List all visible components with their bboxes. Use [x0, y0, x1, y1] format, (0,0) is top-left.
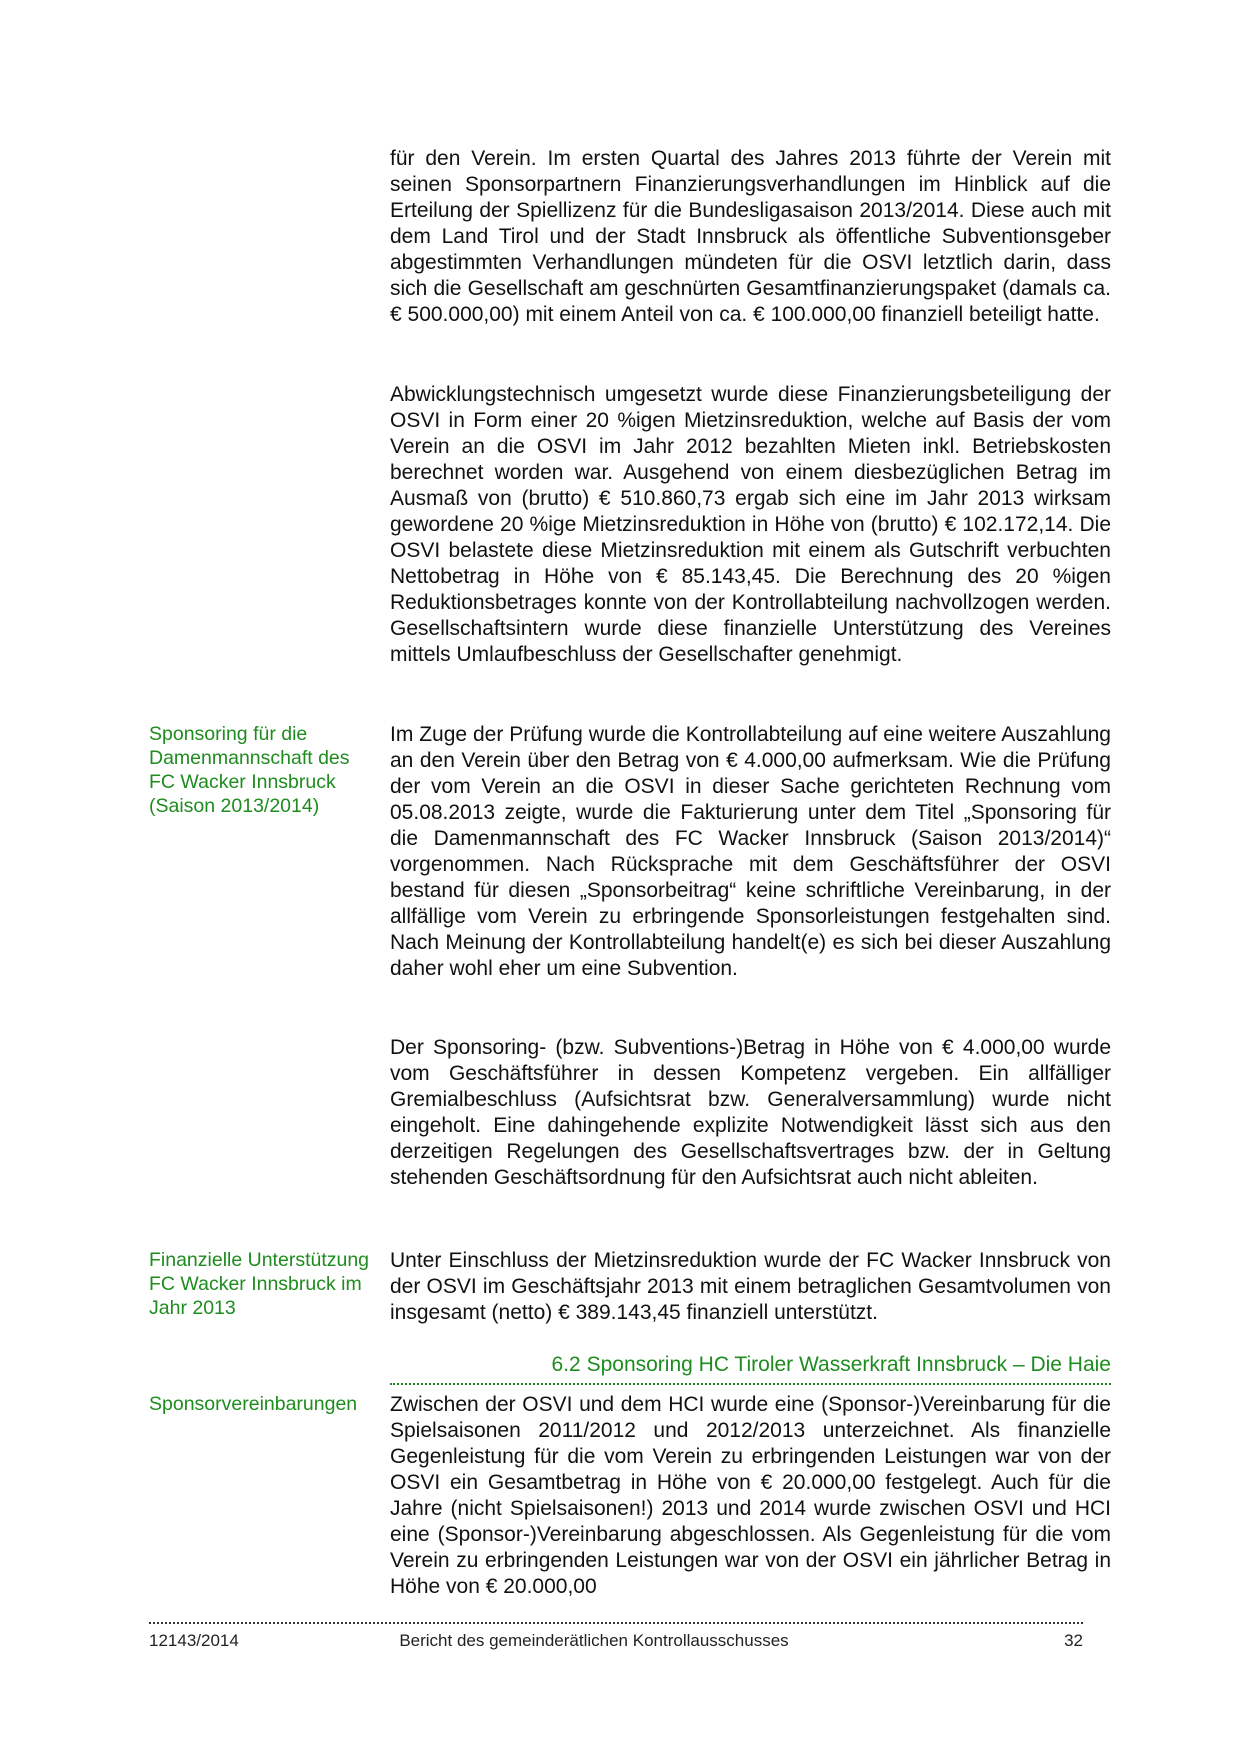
footer-page-number: 32 — [1064, 1631, 1083, 1650]
body-paragraph: Im Zuge der Prüfung wurde die Kontrollabteilung auf eine weitere Auszahlung an den Verein über den Betrag von € 4.000,00 aufmerksam. Wie die Prüfung der vom Verein an die OSVI in dieser Sache gerichteten Rechnung vom 05.08.2013 zeigte, wurde die Fakturierung unter dem Titel „Sponsoring für die Damenmannschaft des FC Wacker Innsbruck (Saison 2013/2014)“ vorgenommen. Nach Rücksprache mit dem Geschäftsführer der OSVI bestand für diesen „Sponsorbeitrag“ keine schriftliche Vereinbarung, in der allfällige vom Verein zu erbringende Sponsorleistungen festgehalten sind. Nach Meinung der Kontrollabteilung handelt(e) es sich bei dieser Auszahlung daher wohl eher um eine Subvention. — [390, 723, 1111, 980]
body-paragraph: Der Sponsoring- (bzw. Subventions-)Betrag in Höhe von € 4.000,00 wurde vom Geschäftsführer in dessen Kompetenz vergeben. Ein allfälliger Gremialbeschluss (Aufsichtsrat bzw. Generalversammlung) wurde nicht eingeholt. Eine dahingehende explizite Notwendigkeit lässt sich aus den derzeitigen Regelungen des Gesellschaftsvertrages bzw. der in Geltung stehenden Geschäftsordnung für den Aufsichtsrat auch nicht ableiten. — [390, 1036, 1111, 1189]
body-paragraph: für den Verein. Im ersten Quartal des Jahres 2013 führte der Verein mit seinen Sponsorpartnern Finanzierungsverhandlungen im Hinblick auf die Erteilung der Spiellizenz für die Bundesligasaison 2013/2014. Diese auch mit dem Land Tirol und der Stadt Innsbruck als öffentliche Subventionsgeber abgestimmten Verhandlungen mündeten für die OSVI letztlich darin, dass sich die Gesellschaft am geschnürten Gesamtfinanzierungspaket (damals ca. € 500.000,00) mit einem Anteil von ca. € 100.000,00 finanziell beteiligt hatte. — [390, 147, 1111, 326]
margin-note-damenmannschaft: Sponsoring für die Damenmannschaft des FC Wacker Innsbruck (Saison 2013/2014) — [149, 723, 350, 817]
body-paragraph: Abwicklungstechnisch umgesetzt wurde diese Finanzierungsbeteiligung der OSVI in Form einer 20 %igen Mietzinsreduktion, welche auf Basis der vom Verein an die OSVI im Jahr 2012 bezahlten Mieten inkl. Betriebskosten berechnet worden war. Ausgehend von einem diesbezüglichen Betrag im Ausmaß von (brutto) € 510.860,73 ergab sich eine im Jahr 2013 wirksam gewordene 20 %ige Mietzinsreduktion in Höhe von (brutto) € 102.172,14. Die OSVI belastete diese Mietzinsreduktion mit einem als Gutschrift verbuchten Nettobetrag in Höhe von € 85.143,45. Die Berechnung des 20 %igen Reduktionsbetrages konnte von der Kontrollabteilung nachvollzogen werden. Gesellschaftsintern wurde diese finanzielle Unterstützung des Vereines mittels Umlaufbeschluss der Gesellschafter genehmigt. — [390, 383, 1111, 666]
section-heading: 6.2 Sponsoring HC Tiroler Wasserkraft Innsbruck – Die Haie — [551, 1353, 1111, 1376]
footer-title: Bericht des gemeinderätlichen Kontrollausschusses — [399, 1631, 789, 1650]
footer-doc-number: 12143/2014 — [149, 1631, 239, 1650]
margin-note-finanzielle-unterstuetzung: Finanzielle Unterstützung FC Wacker Innsbruck im Jahr 2013 — [149, 1249, 370, 1319]
footer-rule — [149, 1622, 1083, 1624]
margin-note-sponsorvereinbarungen: Sponsorvereinbarungen — [149, 1393, 358, 1415]
section-heading-rule — [390, 1383, 1111, 1385]
body-paragraph: Unter Einschluss der Mietzinsreduktion wurde der FC Wacker Innsbruck von der OSVI im Geschäftsjahr 2013 mit einem betraglichen Gesamtvolumen von insgesamt (netto) € 389.143,45 finanziell unterstützt. — [390, 1249, 1111, 1324]
body-paragraph: Zwischen der OSVI und dem HCI wurde eine (Sponsor-)Vereinbarung für die Spielsaisonen 2011/2012 und 2012/2013 unterzeichnet. Als finanzielle Gegenleistung für die vom Verein zu erbringenden Leistungen war von der OSVI ein Gesamtbetrag in Höhe von € 20.000,00 festgelegt. Auch für die Jahre (nicht Spielsaisonen!) 2013 und 2014 wurde zwischen OSVI und HCI eine (Sponsor-)Vereinbarung abgeschlossen. Als Gegenleistung für die vom Verein zu erbringenden Leistungen war von der OSVI ein jährlicher Betrag in Höhe von € 20.000,00 — [390, 1393, 1111, 1598]
